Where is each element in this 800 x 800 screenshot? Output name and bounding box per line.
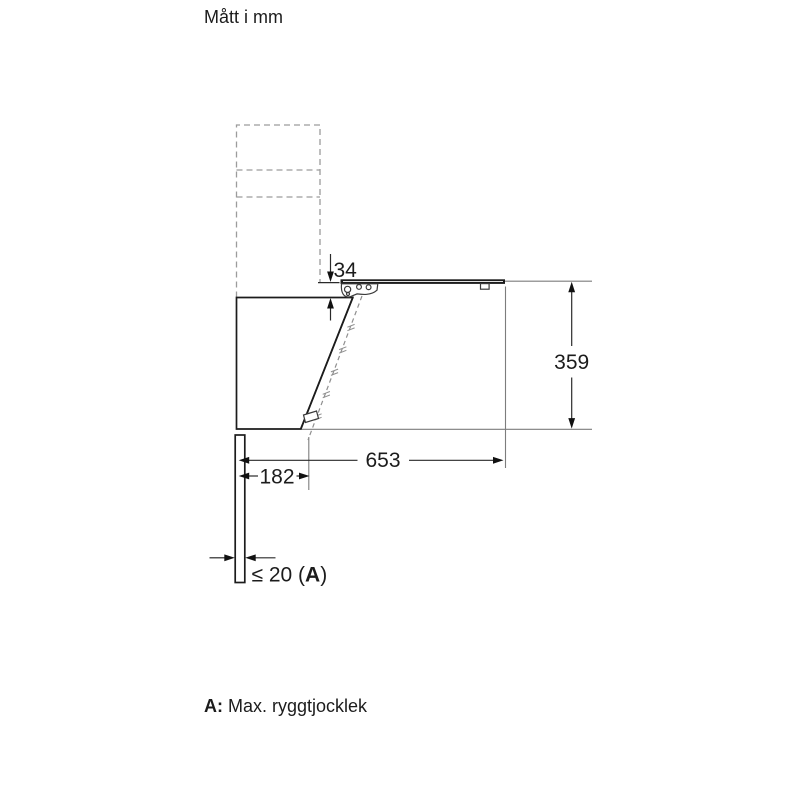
dim-182 — [239, 466, 310, 489]
dim-359-label: 359 — [554, 351, 590, 374]
hinge-bracket — [341, 284, 377, 297]
dim-back-thickness-label: ≤ 20 (A) — [251, 563, 328, 587]
dim-34-label: 34 — [333, 259, 357, 282]
dim-359 — [554, 282, 589, 429]
hinge-screw-icon — [366, 285, 371, 290]
back-panel — [235, 435, 245, 583]
dim-182-label: 182 — [259, 465, 295, 489]
dim-back-thickness — [210, 554, 328, 586]
footnote — [204, 695, 367, 718]
chimney-duct-dashed — [237, 125, 321, 298]
panel-stop-notch — [481, 284, 490, 290]
hood-body — [237, 298, 353, 430]
hinge-screw-icon — [357, 285, 362, 290]
units-note: Mått i mm — [204, 7, 283, 27]
footnote-text: Max. ryggtjocklek — [228, 696, 368, 716]
hinge-screw-icon — [347, 293, 350, 296]
hinge-pivot-icon — [345, 286, 351, 292]
dim-653-label: 653 — [365, 449, 401, 472]
footnote-label: A: — [204, 696, 223, 716]
